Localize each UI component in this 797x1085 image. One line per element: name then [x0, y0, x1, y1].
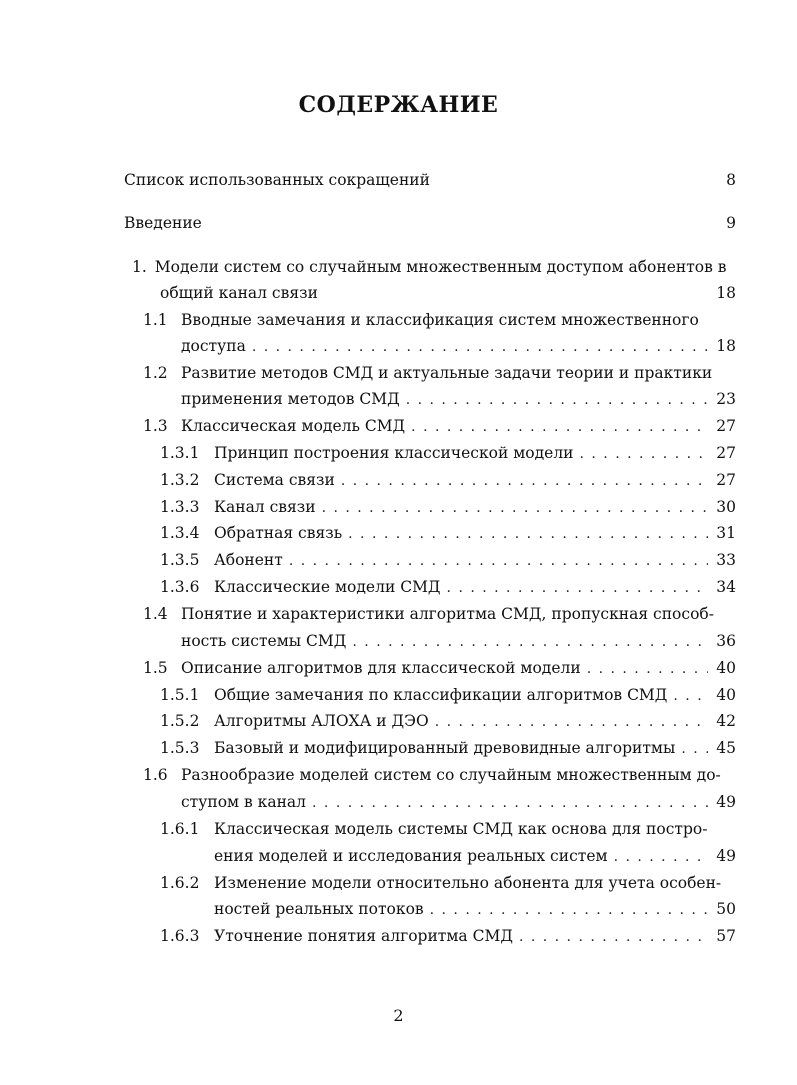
toc-page-number: 50	[716, 900, 736, 918]
toc-entry-text: Описание алгоритмов для классической модели	[181, 659, 581, 677]
toc-leader-dots	[406, 389, 708, 411]
toc-entry-1-3-1[interactable]	[160, 442, 736, 464]
toc-page-number: 27	[716, 444, 736, 462]
toc-entry-number: 1.2	[143, 364, 168, 382]
toc-entry-number: 1.3.1	[160, 444, 200, 462]
toc-page-number: 33	[716, 551, 736, 569]
toc-leader-dots	[681, 738, 708, 760]
toc-entry-number: 1.3.5	[160, 551, 200, 569]
toc-entry-text-line1: Развитие методов СМД и актуальные задачи теории и практики	[181, 364, 713, 382]
toc-page-number: 18	[716, 284, 736, 302]
toc-entry-chapter-1-cont[interactable]	[160, 282, 736, 304]
toc-page-number: 57	[716, 927, 736, 945]
toc-entry-text: Классическая модель СМД	[181, 417, 406, 435]
toc-page-number: 31	[716, 524, 736, 542]
toc-entry-number: 1.5	[143, 659, 168, 677]
toc-leader-dots	[614, 846, 708, 868]
toc-leader-dots	[411, 416, 708, 438]
toc-entry-1-3-3[interactable]	[160, 496, 736, 518]
toc-entry-number: 1.5.3	[160, 739, 200, 757]
toc-entry-text-line2: применения методов СМД	[181, 390, 400, 408]
toc-entry-number: 1.3.2	[160, 471, 200, 489]
toc-entry-1-3[interactable]	[143, 415, 736, 437]
toc-entry-number: 1.1	[143, 311, 168, 329]
toc-entry-1-1[interactable]	[143, 309, 699, 331]
toc-entry-number: 1.6.3	[160, 927, 200, 945]
toc-leader-dots	[435, 711, 708, 733]
toc-entry-text-line2: общий канал связи	[160, 284, 318, 302]
toc-entry-text-line2: ения моделей и исследования реальных систем	[214, 847, 608, 865]
toc-page-number: 8	[726, 171, 736, 189]
toc-entry-1-5-1[interactable]	[160, 684, 736, 706]
page-title: СОДЕРЖАНИЕ	[298, 92, 499, 118]
toc-entry-text-line2: доступа	[181, 337, 246, 355]
page-number-footer: 2	[393, 1006, 404, 1025]
toc-page-number: 27	[716, 417, 736, 435]
toc-entry-text-line1: Разнообразие моделей систем со случайным множественным до-	[181, 766, 721, 784]
toc-entry-text: Принцип построения классической модели	[214, 444, 574, 462]
toc-leader-dots	[673, 685, 708, 707]
toc-entry-text: Список использованных сокращений	[124, 171, 430, 189]
toc-entry-number: 1.3.4	[160, 524, 200, 542]
toc-entry-text: Канал связи	[214, 498, 316, 516]
toc-leader-dots	[519, 926, 708, 948]
toc-entry-1-6-cont[interactable]	[181, 791, 736, 813]
toc-entry-number: 1.4	[143, 605, 168, 623]
toc-leader-dots	[430, 899, 708, 921]
toc-entry-1-4[interactable]	[143, 603, 714, 625]
toc-leader-dots	[252, 336, 708, 358]
toc-entry-text-line2: ность системы СМД	[181, 632, 347, 650]
toc-entry-1-4-cont[interactable]	[181, 630, 736, 652]
toc-entry-1-2-cont[interactable]	[181, 388, 736, 410]
toc-entry-number: 1.	[132, 258, 147, 276]
toc-entry-1-6-2-cont[interactable]	[214, 898, 736, 920]
toc-page-number: 40	[716, 686, 736, 704]
toc-page-number: 49	[716, 847, 736, 865]
toc-entry-1-3-6[interactable]	[160, 576, 736, 598]
toc-entry-text-line1: Понятие и характеристики алгоритма СМД, пропускная способ-	[181, 605, 714, 623]
toc-page-number: 18	[716, 337, 736, 355]
toc-entry-1-3-2[interactable]	[160, 469, 736, 491]
toc-entry-1-6-3[interactable]	[160, 925, 736, 947]
toc-entry-introduction[interactable]	[124, 212, 736, 234]
toc-leader-dots	[322, 497, 708, 519]
toc-entry-1-1-cont[interactable]	[181, 335, 736, 357]
toc-page-number: 40	[716, 659, 736, 677]
toc-leader-dots	[352, 631, 708, 653]
toc-entry-1-5[interactable]	[143, 657, 736, 679]
toc-page-number: 34	[716, 578, 736, 596]
toc-entry-text-line1: Классическая модель системы СМД как основа для постро-	[214, 820, 708, 838]
toc-page-number: 27	[716, 471, 736, 489]
toc-entry-text: Базовый и модифицированный древовидные алгоритмы	[214, 739, 676, 757]
toc-entry-number: 1.3.3	[160, 498, 200, 516]
toc-entry-1-2[interactable]	[143, 362, 713, 384]
toc-entry-number: 1.3	[143, 417, 168, 435]
toc-entry-text: Уточнение понятия алгоритма СМД	[214, 927, 513, 945]
toc-entry-number: 1.6.1	[160, 820, 200, 838]
toc-entry-text: Абонент	[214, 551, 283, 569]
toc-entry-1-6[interactable]	[143, 764, 721, 786]
toc-entry-number: 1.3.6	[160, 578, 200, 596]
toc-entry-text: Обратная связь	[214, 524, 343, 542]
toc-page-number: 45	[716, 739, 736, 757]
toc-entry-number: 1.5.1	[160, 686, 200, 704]
toc-entry-text-line1: Вводные замечания и классификация систем множественного	[181, 311, 699, 329]
toc-entry-text: Введение	[124, 214, 202, 232]
toc-entry-number: 1.6	[143, 766, 168, 784]
toc-page-number: 42	[716, 712, 736, 730]
toc-entry-1-3-5[interactable]	[160, 549, 736, 571]
toc-page-number: 30	[716, 498, 736, 516]
toc-entry-number: 1.5.2	[160, 712, 200, 730]
toc-page-number: 36	[716, 632, 736, 650]
toc-page-number: 9	[726, 214, 736, 232]
toc-entry-number: 1.6.2	[160, 874, 200, 892]
toc-entry-1-6-1-cont[interactable]	[214, 845, 736, 867]
toc-page-number: 49	[716, 793, 736, 811]
toc-page-number: 23	[716, 390, 736, 408]
toc-leader-dots	[312, 792, 708, 814]
toc-entry-1-6-2[interactable]	[160, 872, 722, 894]
toc-entry-text: Алгоритмы АЛОХА и ДЭО	[214, 712, 429, 730]
toc-entry-1-5-3[interactable]	[160, 737, 736, 759]
toc-entry-chapter-1[interactable]	[132, 256, 727, 278]
toc-leader-dots	[587, 658, 708, 680]
toc-leader-dots	[289, 550, 708, 572]
toc-entry-text: Классические модели СМД	[214, 578, 441, 596]
toc-entry-text: Общие замечания по классификации алгоритмов СМД	[214, 686, 668, 704]
toc-entry-text: Система связи	[214, 471, 335, 489]
toc-entry-text-line1: Изменение модели относительно абонента для учета особен-	[214, 874, 722, 892]
toc-entry-text-line1: Модели систем со случайным множественным доступом абонентов в	[154, 258, 727, 276]
toc-leader-dots	[341, 470, 708, 492]
toc-entry-1-6-1[interactable]	[160, 818, 708, 840]
toc-leader-dots	[447, 577, 708, 599]
toc-entry-abbreviations[interactable]	[124, 169, 736, 191]
toc-leader-dots	[580, 443, 709, 465]
toc-entry-1-5-2[interactable]	[160, 710, 736, 732]
toc-entry-1-3-4[interactable]	[160, 522, 736, 544]
toc-leader-dots	[348, 523, 708, 545]
toc-entry-text-line2: ступом в канал	[181, 793, 307, 811]
toc-entry-text-line2: ностей реальных потоков	[214, 900, 424, 918]
